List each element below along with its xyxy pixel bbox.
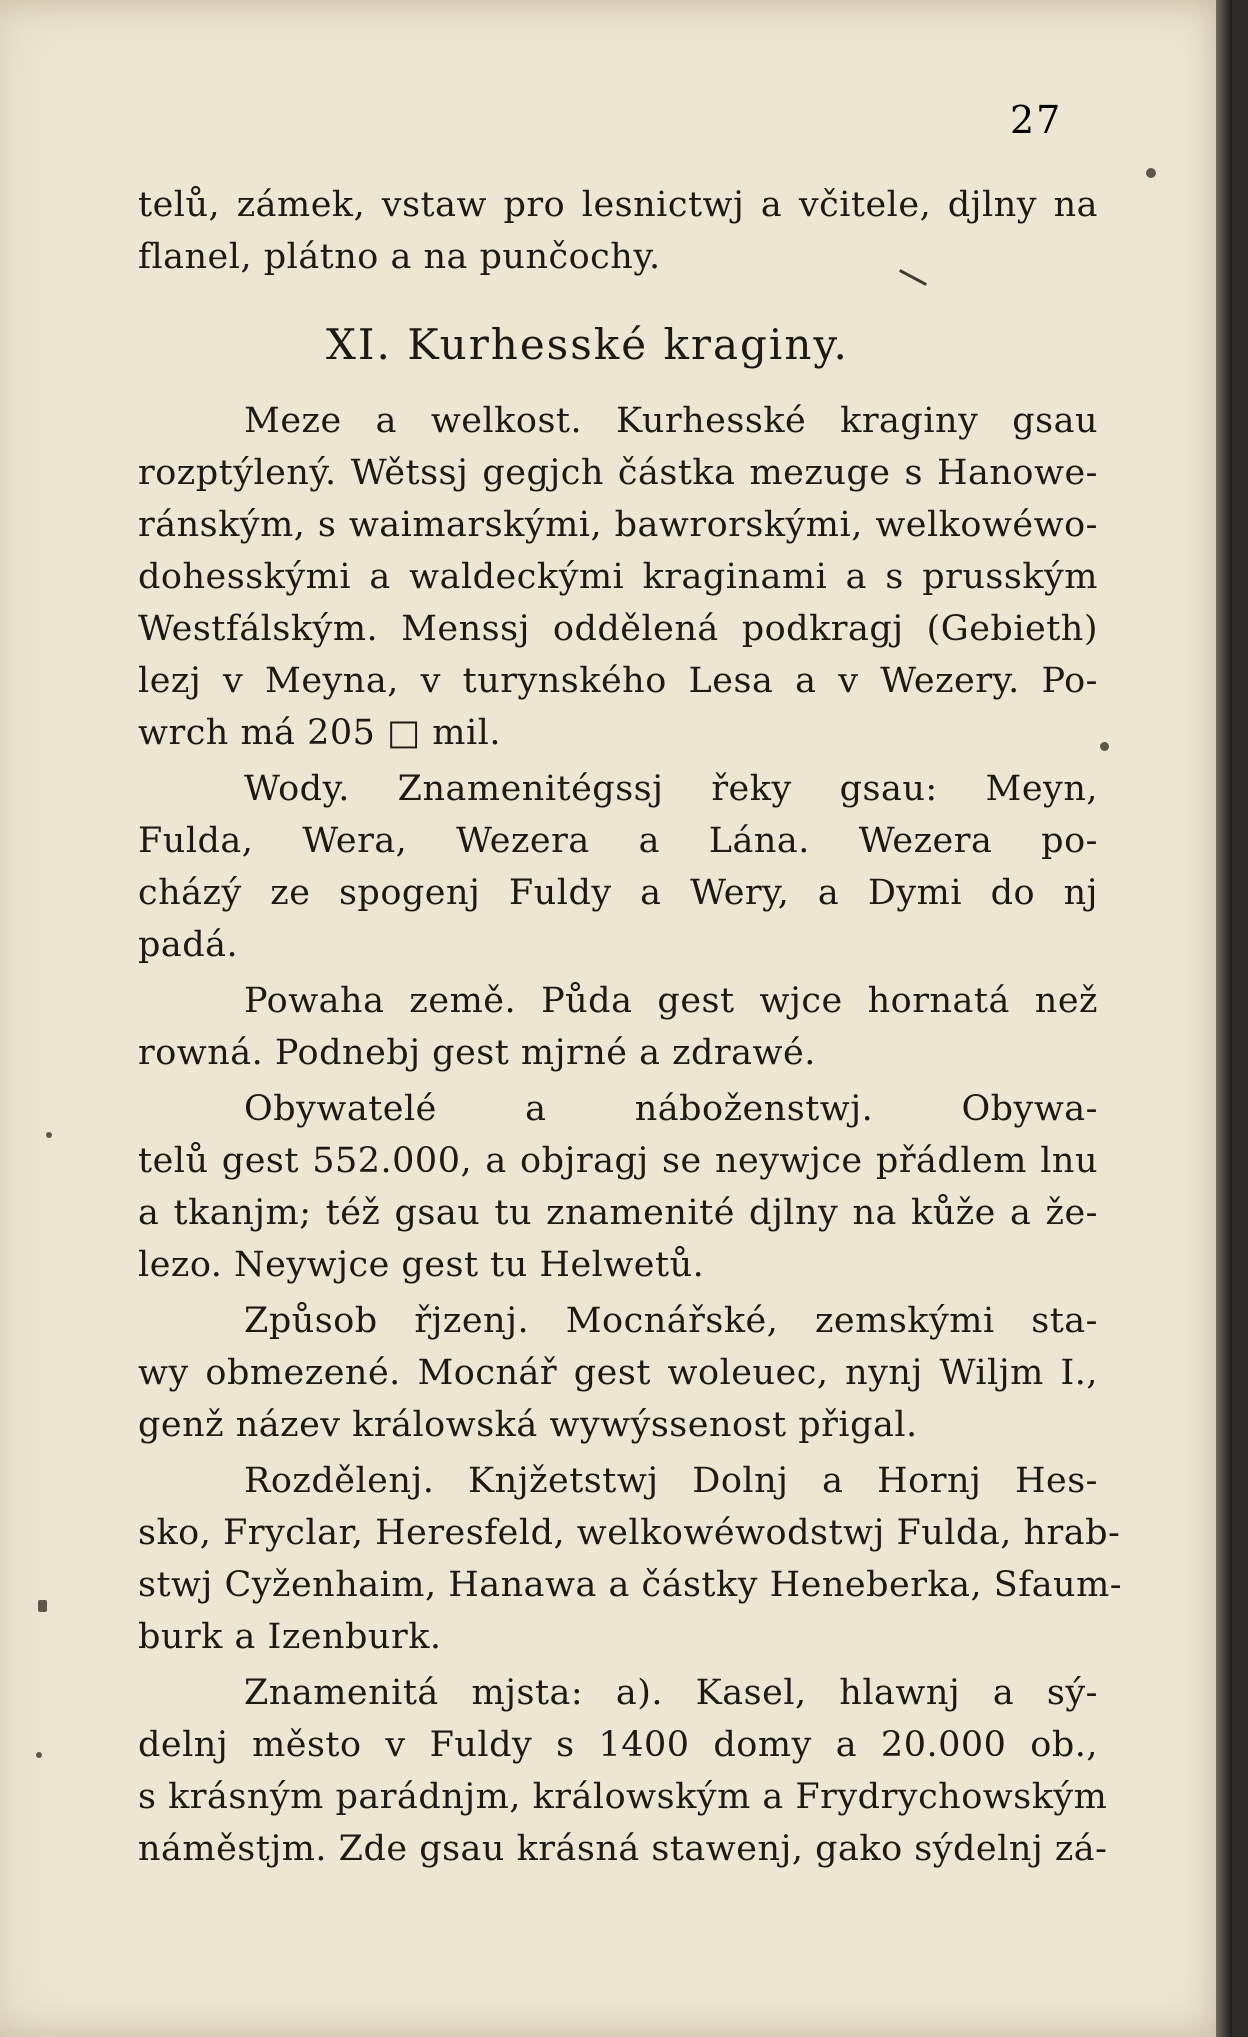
ink-speck	[1100, 742, 1109, 751]
section-heading: XI. Kurhesské kraginy.	[326, 320, 849, 369]
page-number: 27	[1010, 98, 1063, 142]
text-line: burk a Izenburk.	[138, 1617, 442, 1657]
text-line: rowná. Podnebj gest mjrné a zdrawé.	[138, 1033, 816, 1073]
text-line: Wody. Znamenitégssj řeky gsau: Meyn,	[244, 769, 1098, 809]
text-line: telů gest 552.000, a objragj se neywjce přádlem lnu	[138, 1141, 1098, 1181]
text-line: sko, Fryclar, Heresfeld, welkowéwodstwj Fulda, hrab-	[138, 1513, 1121, 1553]
text-line: Způsob řjzenj. Mocnářské, zemskými sta-	[244, 1301, 1098, 1341]
text-line: dohesskými a waldeckými kraginami a s prusským	[138, 557, 1098, 597]
text-line: cházý ze spogenj Fuldy a Wery, a Dymi do nj	[138, 873, 1098, 913]
text-line: genž název králowská wywýssenost přigal.	[138, 1405, 918, 1445]
text-line: Rozdělenj. Knjžetstwj Dolnj a Hornj Hes-	[244, 1461, 1098, 1501]
text-line: Westfálským. Menssj oddělená podkragj (Gebieth)	[138, 609, 1098, 649]
ink-speck	[46, 1132, 52, 1138]
text-line: wy obmezené. Mocnář gest woleuec, nynj Wiljm I.,	[138, 1353, 1098, 1393]
text-line: flanel, plátno a na punčochy.	[138, 237, 661, 277]
text-line: padá.	[138, 925, 239, 965]
text-line: Fulda, Wera, Wezera a Lána. Wezera po-	[138, 821, 1098, 861]
text-line: lezj v Meyna, v turynského Lesa a v Wezery. Po-	[138, 661, 1098, 701]
text-line: a tkanjm; též gsau tu znamenité djlny na kůže a že-	[138, 1193, 1098, 1233]
text-line: telů, zámek, vstaw pro lesnictwj a včitele, djlny na	[138, 185, 1098, 225]
text-line: stwj Cyženhaim, Hanawa a částky Heneberka, Sfaum-	[138, 1565, 1123, 1605]
text-line: Obywatelé a náboženstwj. Obywa-	[244, 1089, 1098, 1129]
text-line: wrch má 205 □ mil.	[138, 713, 501, 753]
text-line: Meze a welkost. Kurhesské kraginy gsau	[244, 401, 1098, 441]
text-line: náměstjm. Zde gsau krásná stawenj, gako sýdelnj zá-	[138, 1829, 1108, 1869]
ink-speck	[36, 1752, 42, 1758]
ink-speck	[1146, 168, 1156, 178]
text-line: Powaha země. Půda gest wjce hornatá než	[244, 981, 1098, 1021]
text-line: Znamenitá mjsta: a). Kasel, hlawnj a sý-	[244, 1673, 1098, 1713]
text-line: rozptýlený. Wětssj gegjch částka mezuge s Hanowe-	[138, 453, 1098, 493]
text-line: ránským, s waimarskými, bawrorskými, welkowéwo-	[138, 505, 1098, 545]
text-line: s krásným parádnjm, králowským a Frydrychowským	[138, 1777, 1108, 1817]
margin-arrow-mark	[38, 1600, 47, 1612]
text-line: lezo. Neywjce gest tu Helwetů.	[138, 1245, 705, 1285]
page-edge-shadow	[1216, 0, 1232, 2037]
text-line: delnj město v Fuldy s 1400 domy a 20.000 ob.,	[138, 1725, 1098, 1765]
